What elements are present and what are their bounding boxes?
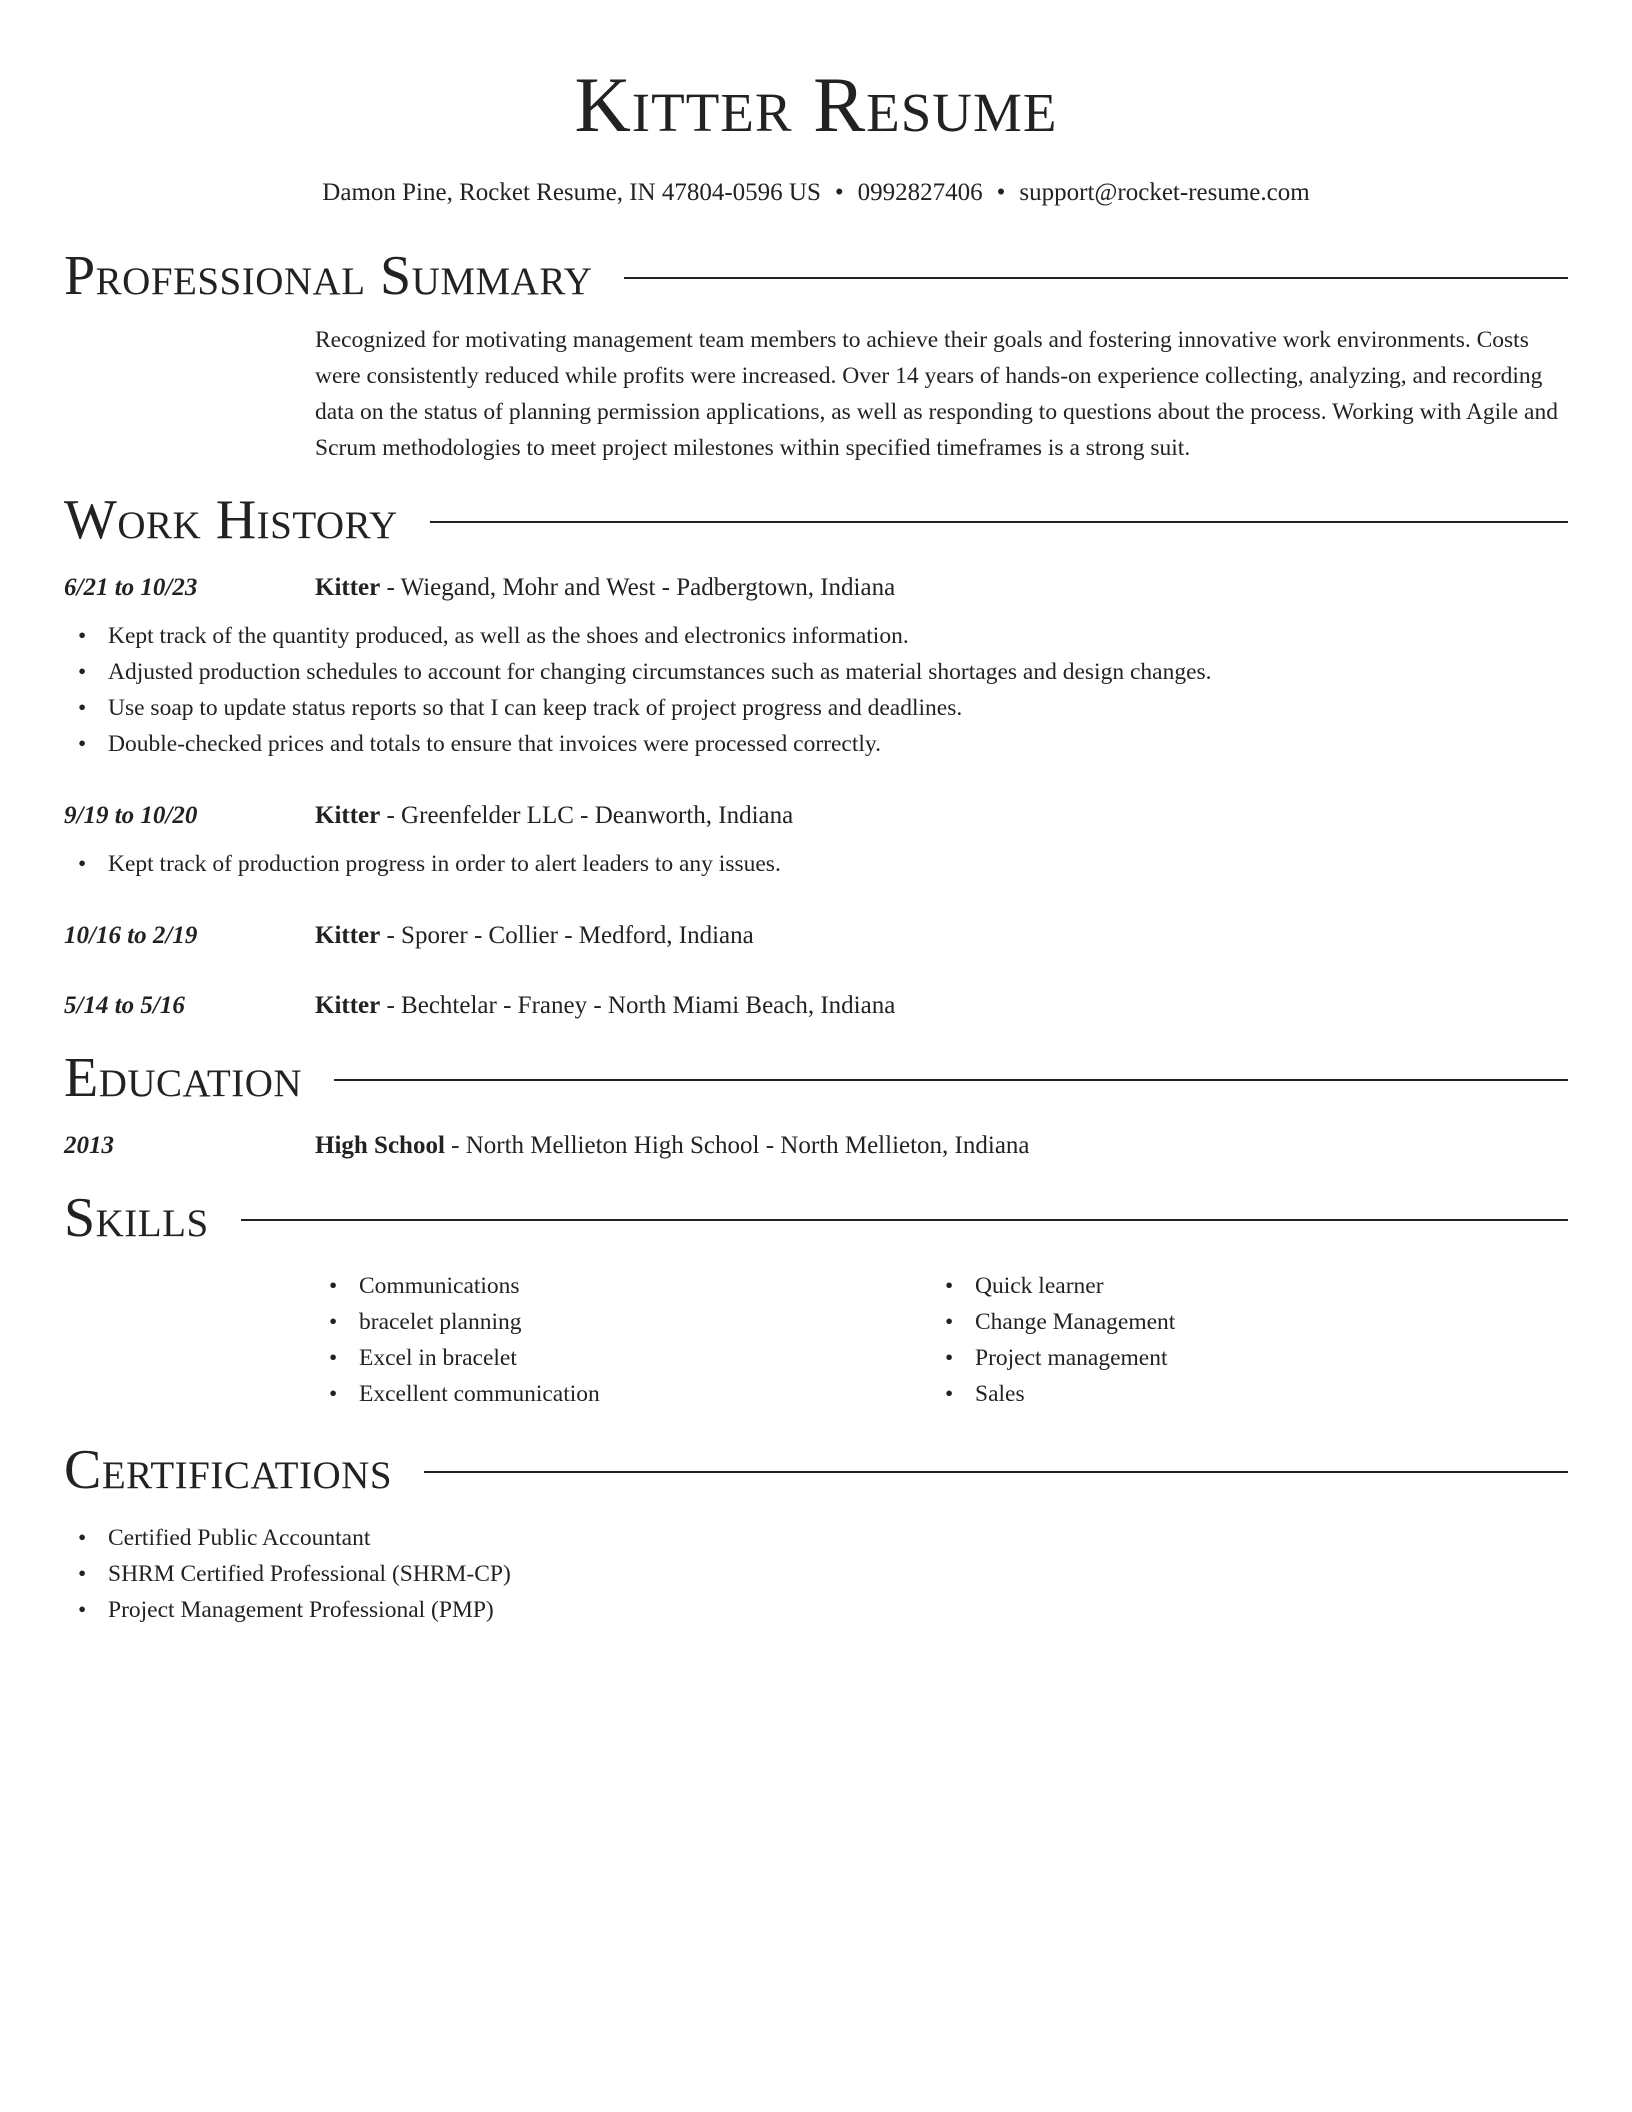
job-title: Kitter (315, 802, 381, 829)
contact-address: Damon Pine, Rocket Resume, IN 47804-0596 US (322, 179, 821, 206)
job-entry (64, 574, 1568, 762)
list-item: • SHRM Certified Professional (SHRM-CP) (64, 1556, 1568, 1592)
section-title: Work History (64, 489, 398, 551)
list-item: • Project Management Professional (PMP) (64, 1592, 1568, 1628)
list-item: • Excel in bracelet (315, 1340, 931, 1376)
resume-title: Kitter Resume (574, 61, 1058, 148)
list-item: • Sales (931, 1376, 1547, 1412)
list-item: • Adjusted production schedules to account for changing circumstances such as material shortages and design changes. (64, 654, 1568, 690)
job-dates: 6/21 to 10/23 (64, 574, 198, 601)
resume-page (64, 0, 1568, 1628)
list-item: • Kept track of the quantity produced, as well as the shoes and electronics information. (64, 618, 1568, 654)
education-heading (315, 1132, 1030, 1160)
section-divider (241, 1219, 1568, 1221)
job-entry (64, 992, 1568, 1020)
education-section-heading (64, 1047, 1568, 1109)
section-divider (424, 1471, 1568, 1473)
list-item: • Communications (315, 1268, 931, 1304)
education-details: - North Mellieton High School - North Mellieton, Indiana (444, 1132, 1030, 1159)
section-divider (624, 277, 1568, 279)
job-heading (315, 922, 754, 950)
job-entry (64, 802, 1568, 882)
list-item: • Use soap to update status reports so that I can keep track of project progress and deadlines. (64, 690, 1568, 726)
certifications-list (64, 1520, 1568, 1628)
job-heading (315, 802, 793, 830)
job-dates: 9/19 to 10/20 (64, 802, 198, 829)
section-title: Education (64, 1047, 303, 1109)
job-title: Kitter (315, 922, 381, 949)
list-item: • Kept track of production progress in order to alert leaders to any issues. (64, 846, 1568, 882)
job-dates: 10/16 to 2/19 (64, 922, 198, 949)
skills-list (315, 1268, 1568, 1412)
list-item: • Certified Public Accountant (64, 1520, 1568, 1556)
section-title: Certifications (64, 1439, 393, 1501)
skills-column-right (931, 1268, 1547, 1412)
contact-separator: • (996, 179, 1006, 206)
job-details: - Greenfelder LLC - Deanworth, Indiana (380, 802, 794, 829)
certifications-section-heading (64, 1439, 1568, 1501)
section-divider (430, 521, 1568, 523)
job-heading (315, 574, 895, 602)
job-details: - Wiegand, Mohr and West - Padbergtown, Indiana (380, 574, 896, 601)
list-item: • Quick learner (931, 1268, 1547, 1304)
job-details: - Bechtelar - Franey - North Miami Beach, Indiana (380, 992, 896, 1019)
list-item: • Excellent communication (315, 1376, 931, 1412)
section-title: Skills (64, 1187, 209, 1249)
skills-column-left (315, 1268, 931, 1412)
list-item: • Double-checked prices and totals to ensure that invoices were processed correctly. (64, 726, 1568, 762)
contact-email: support@rocket-resume.com (1019, 179, 1310, 206)
section-title: Professional Summary (64, 245, 593, 307)
job-bullets (64, 618, 1568, 762)
education-entry (64, 1132, 1568, 1160)
job-bullets (64, 846, 1568, 882)
education-year: 2013 (64, 1132, 114, 1159)
job-title: Kitter (315, 574, 381, 601)
job-heading (315, 992, 895, 1020)
list-item: • Change Management (931, 1304, 1547, 1340)
job-dates: 5/14 to 5/16 (64, 992, 185, 1019)
skills-section-heading (64, 1187, 1568, 1249)
contact-phone: 0992827406 (857, 179, 983, 206)
education-degree: High School (315, 1132, 445, 1159)
summary-section-heading (64, 245, 1568, 307)
list-item: • bracelet planning (315, 1304, 931, 1340)
contact-separator: • (834, 179, 844, 206)
contact-line (64, 178, 1568, 208)
job-details: - Sporer - Collier - Medford, Indiana (380, 922, 754, 949)
job-title: Kitter (315, 992, 381, 1019)
summary-text: Recognized for motivating management team members to achieve their goals and fostering innovative work environments. Costs were consistently reduced while profits were increased. Over 14 years of hands-on experience collecting, analyzing, and recording data on the status of planning permission applications, as well as responding to questions about the process. Working with Agile and Scrum methodologies to meet project milestones within specified timeframes is a strong suit. (315, 327, 1558, 461)
list-item: • Project management (931, 1340, 1547, 1376)
section-divider (334, 1079, 1568, 1081)
work-section-heading (64, 489, 1568, 551)
job-entry (64, 922, 1568, 950)
